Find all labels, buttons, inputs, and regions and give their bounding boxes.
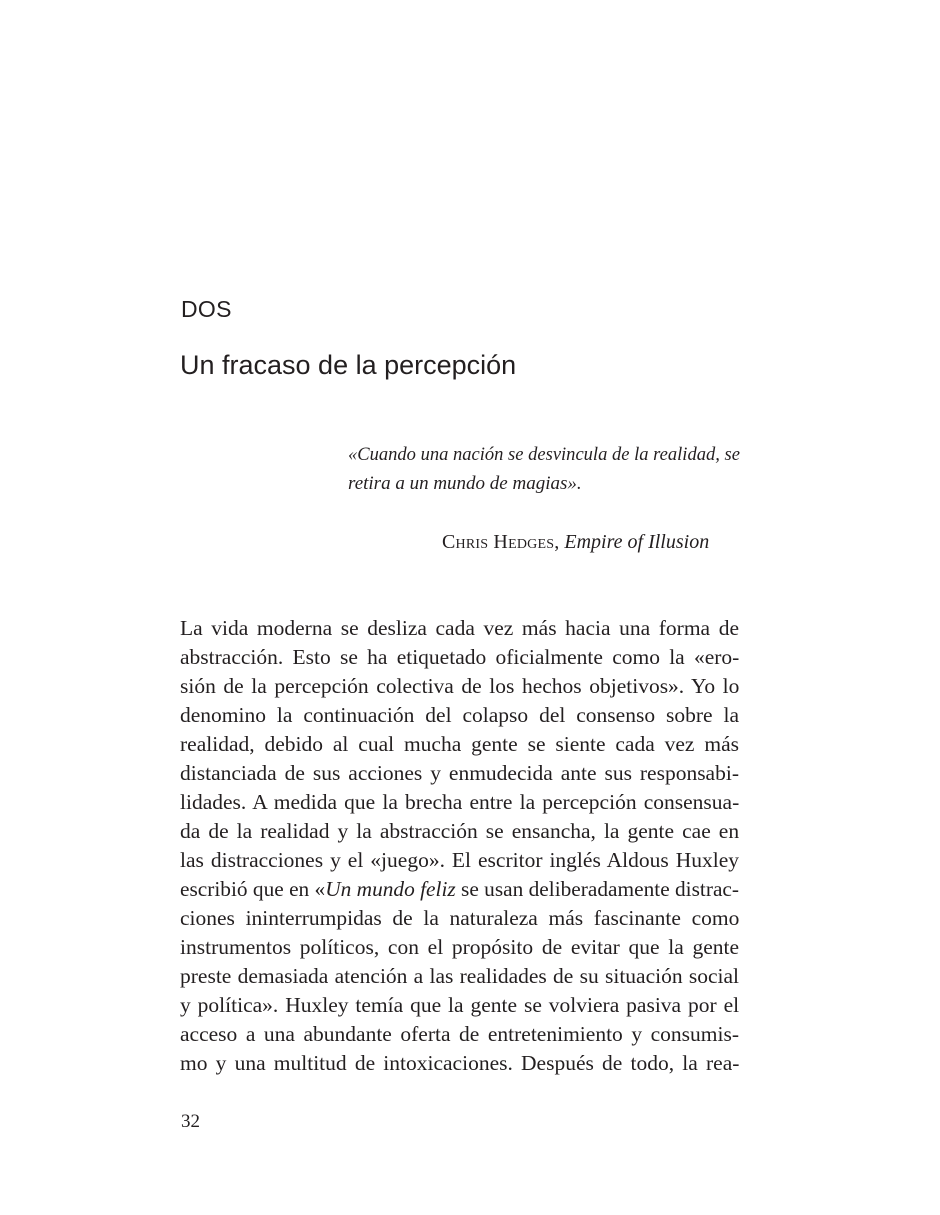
book-title: Un mundo feliz [325, 877, 456, 901]
body-line: distanciada de sus acciones y enmudecida ante sus responsabi- [180, 761, 739, 785]
body-line: La vida moderna se desliza cada vez más hacia una forma de [180, 616, 739, 640]
epigraph-quote [348, 440, 740, 498]
body-line: ciones ininterrumpidas de la naturaleza más fascinante como [180, 906, 740, 930]
body-line-segment: se usan deliberadamente distrac- [455, 877, 740, 901]
body-line: denomino la continuación del colapso del consenso sobre la [180, 703, 739, 727]
body-line: sión de la percepción colectiva de los hechos objetivos». Yo lo [180, 674, 740, 698]
epigraph-author: Chris Hedges, [442, 531, 560, 553]
epigraph-work-title: Empire of Illusion [564, 531, 710, 553]
chapter-number: DOS [181, 296, 232, 322]
body-line: da de la realidad y la abstracción se ensancha, la gente cae en [180, 819, 740, 843]
body-line-with-book-title [180, 875, 740, 904]
epigraph-line: «Cuando una nación se desvincula de la realidad, se [348, 444, 740, 465]
body-line: preste demasiada atención a las realidades de su situación social [180, 964, 740, 988]
body-paragraph [180, 614, 739, 1078]
body-line: las distracciones y el «juego». El escritor inglés Aldous Huxley [180, 848, 739, 872]
body-line: mo y una multitud de intoxicaciones. Después de todo, la rea- [180, 1051, 740, 1075]
epigraph-line: retira a un mundo de magias». [348, 473, 582, 494]
body-line: realidad, debido al cual mucha gente se siente cada vez más [180, 732, 739, 756]
chapter-title: Un fracaso de la percepción [180, 350, 517, 380]
body-line: abstracción. Esto se ha etiquetado oficialmente como la «ero- [180, 645, 740, 669]
body-line: acceso a una abundante oferta de entretenimiento y consumis- [180, 1022, 739, 1046]
epigraph-attribution [442, 528, 709, 556]
body-line-segment: escribió que en « [180, 877, 326, 901]
page-number: 32 [181, 1111, 200, 1132]
body-line: lidades. A medida que la brecha entre la percepción consensua- [180, 790, 740, 814]
body-line: y política». Huxley temía que la gente se volviera pasiva por el [180, 993, 740, 1017]
body-line: instrumentos políticos, con el propósito de evitar que la gente [180, 935, 740, 959]
